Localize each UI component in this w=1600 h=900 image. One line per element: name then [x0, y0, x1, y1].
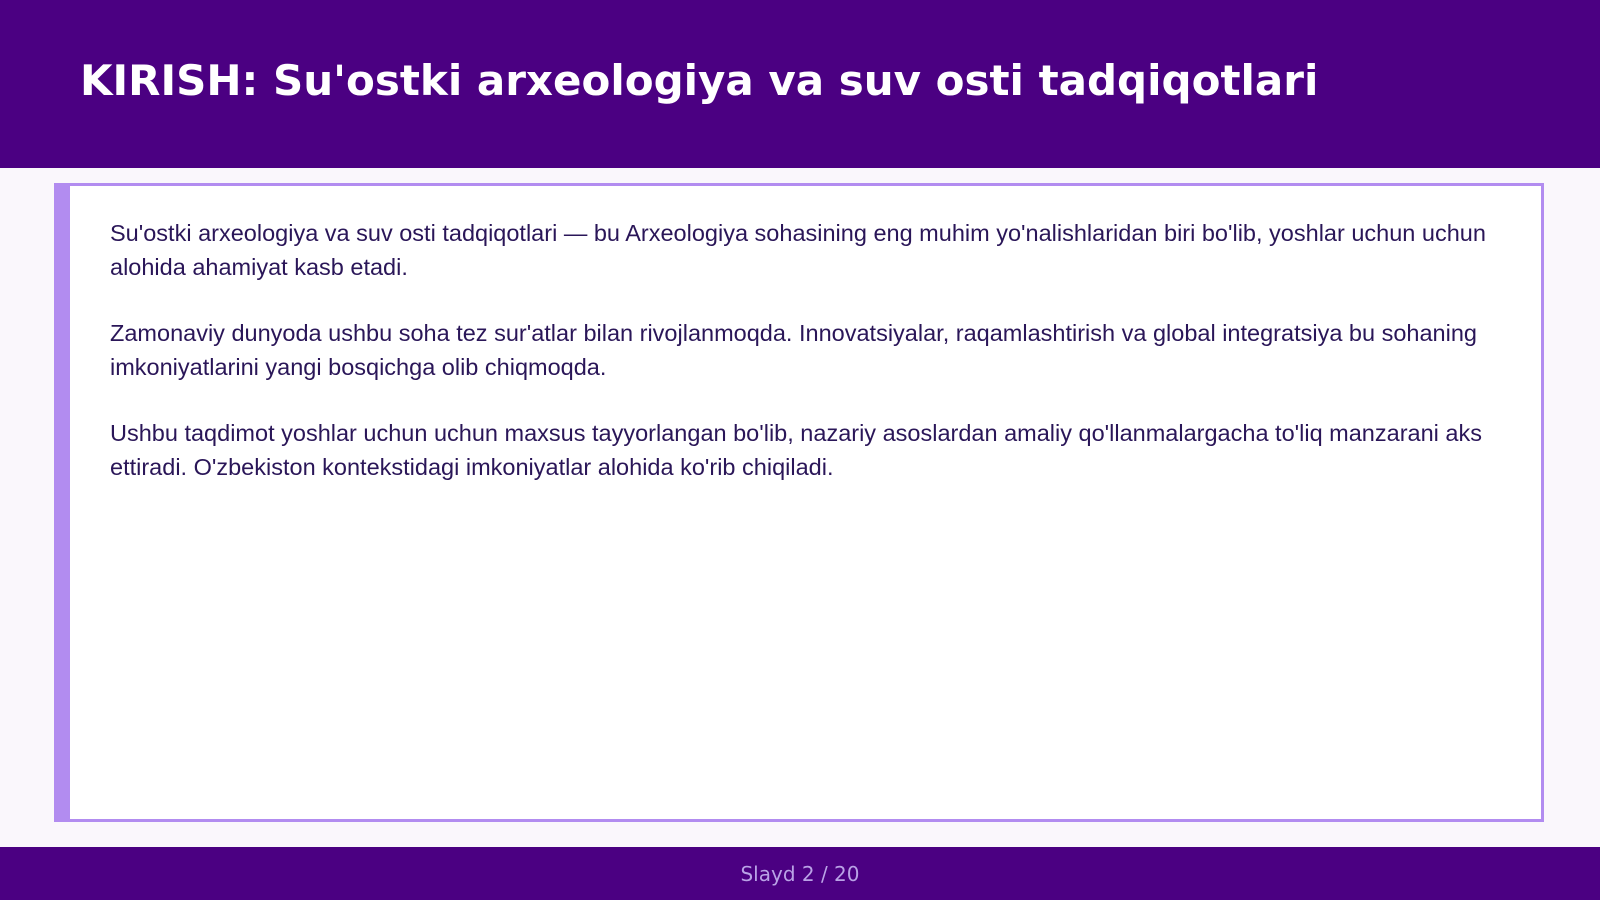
slide-title: KIRISH: Su'ostki arxeologiya va suv osti tadqiqotlari: [80, 56, 1319, 105]
content-panel: [54, 183, 1544, 822]
paragraph-intro: Su'ostki arxeologiya va suv osti tadqiqotlari — bu Arxeologiya sohasining eng muhim yo'nalishlaridan biri bo'lib, yoshlar uchun uchun alohida ahamiyat kasb etadi.: [110, 220, 1486, 280]
paragraph-presentation-purpose: Ushbu taqdimot yoshlar uchun uchun maxsus tayyorlangan bo'lib, nazariy asoslardan amaliy qo'llanmalargacha to'liq manzarani aks ettiradi. O'zbekiston kontekstidagi imkoniyatlar alohida ko'rib chiqiladi.: [110, 420, 1482, 480]
slide-counter: Slayd 2 / 20: [740, 862, 860, 886]
slide-footer: [0, 847, 1600, 900]
slide-header: [0, 0, 1600, 168]
paragraph-modern-world: Zamonaviy dunyoda ushbu soha tez sur'atlar bilan rivojlanmoqda. Innovatsiyalar, raqamlashtirish va global integratsiya bu sohaning imkoniyatlarini yangi bosqichga olib chiqmoqda.: [110, 320, 1477, 380]
